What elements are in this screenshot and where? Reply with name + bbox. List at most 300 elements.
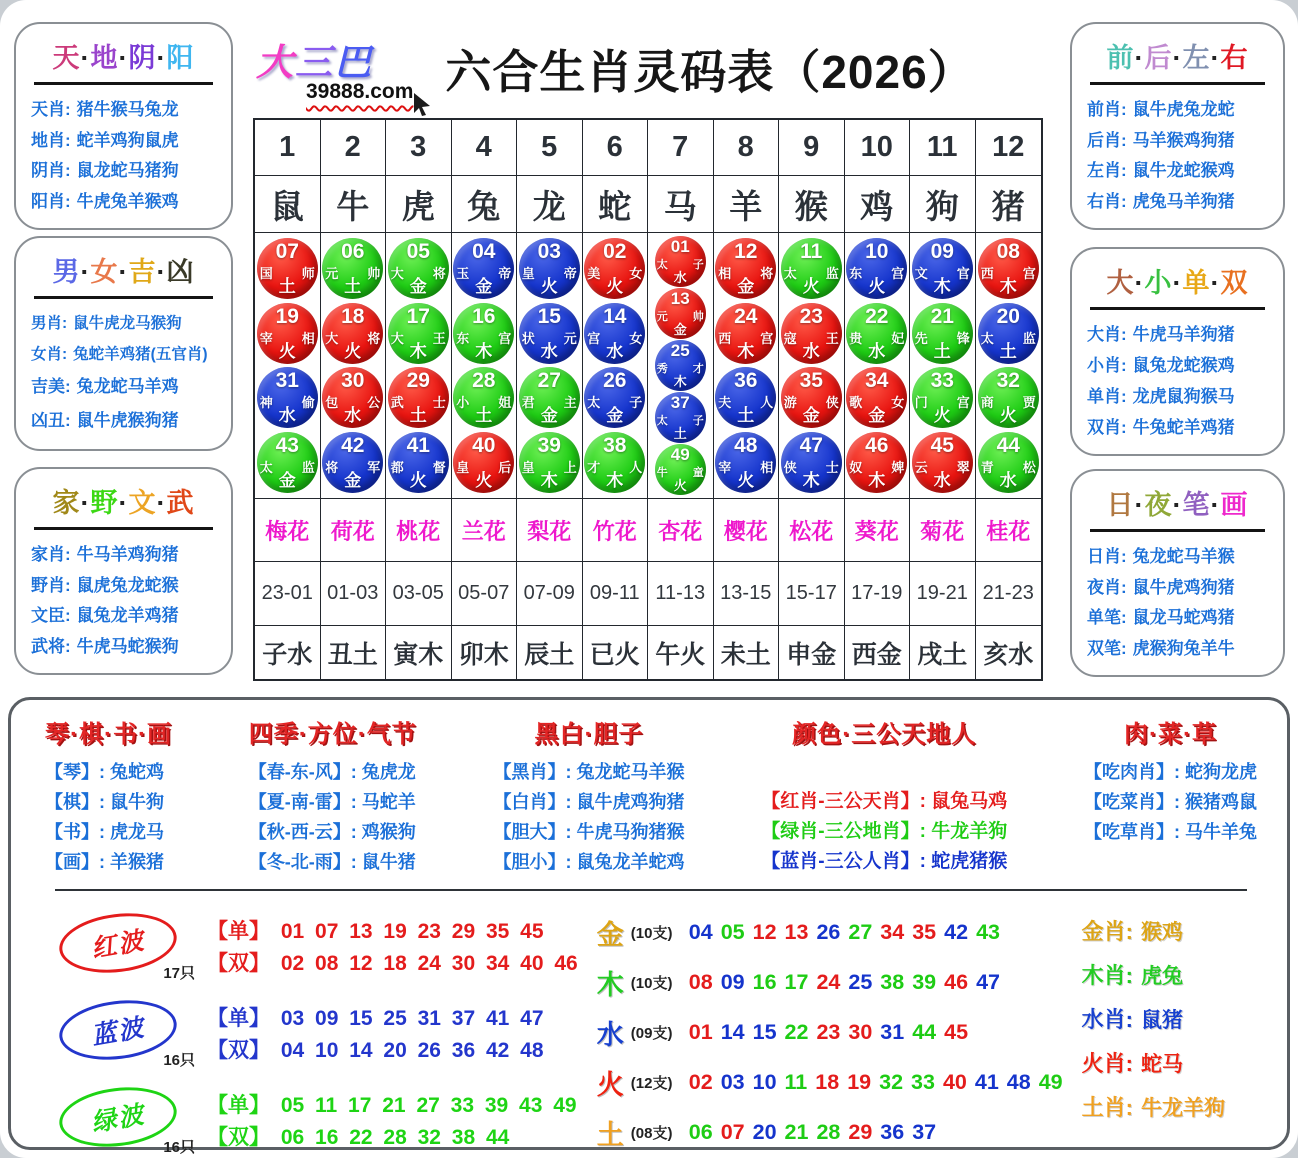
box-title-char: 武	[166, 488, 195, 518]
box-title-char: 阴	[128, 43, 157, 73]
ball-title-left: 青	[980, 459, 994, 475]
number-ball	[453, 367, 514, 428]
box-entry	[1087, 126, 1275, 151]
number-ball	[978, 432, 1039, 493]
box-entry-value: 牛虎马蛇猴狗	[76, 637, 179, 657]
wave-count: 17只	[163, 965, 195, 982]
box-entry-value: 鼠牛虎龙马猴狗	[73, 315, 182, 333]
ball-element: 水	[868, 341, 886, 361]
category-title: 黑白·胆子	[534, 721, 644, 748]
box-entry-value: 龙虎鼠狗猴马	[1132, 387, 1235, 406]
element-numbers	[689, 920, 1000, 945]
ball-element: 火	[540, 277, 558, 297]
box-title-char: 日	[1106, 490, 1135, 520]
ball-title-right: 相	[301, 330, 315, 346]
category-columns	[11, 700, 1287, 877]
zodiac-animal: 羊	[714, 176, 780, 233]
box-entry	[1087, 634, 1275, 659]
ball-title-left: 皇	[521, 266, 535, 282]
element-zodiac-value: 牛龙羊狗	[1140, 1097, 1225, 1120]
box-entry-label: 家肖:	[31, 544, 71, 564]
number-ball-column	[714, 233, 780, 499]
column-number: 8	[714, 120, 780, 176]
ball-title-right: 宫	[891, 266, 905, 282]
ball-title-right: 将	[367, 330, 381, 346]
ball-element: 木	[933, 277, 951, 297]
number-ball	[715, 367, 776, 428]
category-entry: 【胆小】: 鼠兔龙羊蛇鸡	[493, 852, 685, 872]
box-title-nan-nv-ji-xiong	[16, 250, 231, 289]
element-number: 16	[752, 970, 777, 994]
column-number: 3	[386, 120, 452, 176]
element-zodiac-label: 火肖:	[1081, 1051, 1133, 1076]
box-title-char: ·	[156, 488, 167, 518]
ball-title-right: 公	[367, 395, 381, 411]
ball-title-right: 宫	[956, 395, 970, 411]
box-title-char: ·	[1172, 490, 1183, 520]
number-ball	[519, 303, 580, 364]
number-ball	[519, 367, 580, 428]
box-title-char: ·	[1172, 268, 1183, 298]
ball-number: 02	[603, 240, 627, 264]
box-title-rule	[34, 296, 212, 299]
column-number: 11	[910, 120, 976, 176]
box-title-char: 凶	[166, 257, 195, 287]
box-entry	[31, 540, 223, 565]
category-entry: 【吃菜肖】: 猴猪鸡鼠	[1083, 792, 1257, 812]
ball-title-left: 皇	[456, 459, 470, 475]
box-entry	[1087, 573, 1275, 598]
ball-element: 土	[999, 341, 1017, 361]
ball-number: 13	[670, 289, 690, 308]
box-entry-value: 鼠牛龙蛇猴鸡	[1132, 161, 1235, 181]
box-title-char: 左	[1182, 43, 1211, 73]
box-title-char: 画	[1220, 490, 1249, 520]
box-title-char: ·	[1210, 43, 1221, 73]
ball-title-right: 子	[692, 415, 704, 427]
earthly-branch: 戌土	[910, 626, 976, 679]
column-number: 7	[648, 120, 714, 176]
ball-element: 木	[737, 341, 755, 361]
ball-element: 水	[540, 341, 558, 361]
wave-oval	[56, 1081, 180, 1153]
number-ball	[322, 303, 383, 364]
wave-oval	[56, 907, 180, 979]
wave-number-lines	[207, 1002, 544, 1064]
box-title-jia-ye-wen-wu	[16, 481, 231, 520]
box-entry-label: 日肖:	[1087, 546, 1127, 566]
time-range: 23-01	[255, 562, 321, 626]
box-entry-label: 前肖:	[1087, 99, 1127, 119]
earthly-branch: 辰土	[517, 626, 583, 679]
box-entry-value: 虎猴狗兔羊牛	[1132, 639, 1235, 659]
time-range: 13-15	[714, 562, 780, 626]
element-number: 21	[784, 1120, 809, 1144]
ball-title-left: 太	[587, 395, 601, 411]
zodiac-number-table	[253, 118, 1043, 681]
element-number: 38	[880, 970, 905, 994]
category-entries	[45, 757, 172, 877]
category-column	[45, 714, 172, 877]
element-zodiac-label: 木肖:	[1081, 963, 1133, 988]
wave-number-lines	[207, 915, 578, 977]
ball-number: 23	[799, 304, 823, 328]
ball-title-left: 君	[521, 395, 535, 411]
wave-name: 蓝波	[89, 1012, 148, 1051]
box-title-char: 大	[1106, 268, 1135, 298]
ball-title-right: 女	[629, 266, 643, 282]
box-entry	[31, 311, 223, 333]
ball-element: 木	[673, 374, 687, 389]
box-title-char: 女	[90, 257, 119, 287]
element-number: 18	[815, 1070, 840, 1094]
ball-number: 06	[341, 240, 365, 264]
box-entry	[1087, 156, 1275, 181]
number-ball	[655, 444, 706, 495]
wave-groups	[55, 909, 578, 1158]
ball-title-left: 玉	[456, 266, 470, 282]
number-ball	[322, 432, 383, 493]
number-ball-column	[779, 233, 845, 499]
ball-number: 16	[472, 304, 496, 328]
element-numbers	[689, 970, 1000, 995]
side-box-nan-nv-ji-xiong	[14, 236, 233, 451]
box-entry	[31, 342, 223, 364]
category-entry: 【书】: 虎龙马	[45, 822, 164, 842]
ball-number: 01	[670, 237, 690, 256]
element-row	[597, 963, 1063, 1002]
element-zodiac-row	[1082, 959, 1225, 990]
box-entry	[1087, 542, 1275, 567]
ball-element: 土	[475, 406, 493, 426]
time-range: 09-11	[583, 562, 649, 626]
element-zodiac-value: 鼠猪	[1140, 1009, 1183, 1032]
ball-title-right: 督	[432, 459, 446, 475]
ball-number: 47	[799, 433, 823, 457]
time-range: 01-03	[321, 562, 387, 626]
ball-element: 金	[475, 277, 493, 297]
category-entry: 【夏-南-雷】: 马蛇羊	[248, 792, 416, 812]
element-number: 07	[720, 1120, 745, 1144]
ball-number: 38	[603, 433, 627, 457]
box-title-qian-hou-zuo-you	[1072, 36, 1283, 75]
ball-title-right: 军	[367, 459, 381, 475]
number-ball	[322, 367, 383, 428]
category-entry: 【秋-西-云】: 鸡猴狗	[248, 822, 416, 842]
element-number: 23	[816, 1020, 841, 1044]
category-entry: 【胆大】: 牛虎马狗猪猴	[493, 822, 685, 842]
ball-number: 03	[537, 240, 561, 264]
wave-badge	[55, 1083, 207, 1157]
flower-label: 兰花	[452, 499, 518, 562]
ball-title-right: 人	[629, 459, 643, 475]
element-zodiac-row	[1082, 1091, 1225, 1122]
box-title-char: ·	[1134, 268, 1145, 298]
ball-title-left: 寇	[783, 330, 797, 346]
box-title-char: 单	[1182, 268, 1211, 298]
ball-title-right: 士	[432, 395, 446, 411]
box-entry-label: 天肖:	[31, 99, 71, 119]
box-title-char: ·	[80, 43, 91, 73]
ball-number: 25	[670, 341, 690, 360]
category-entry: 【琴】: 兔蛇鸡	[45, 762, 164, 782]
box-title-char: ·	[118, 257, 129, 287]
number-ball	[453, 432, 514, 493]
flower-label: 梨花	[517, 499, 583, 562]
box-entries	[1072, 87, 1283, 228]
ball-title-left: 元	[325, 266, 339, 282]
box-title-rule	[34, 82, 212, 85]
ball-number: 34	[865, 369, 889, 393]
flower-label: 樱花	[714, 499, 780, 562]
column-number: 9	[779, 120, 845, 176]
cursor-icon	[412, 92, 434, 116]
ball-title-left: 秀	[656, 363, 668, 375]
element-zodiac-label: 金肖:	[1081, 919, 1133, 944]
ball-number: 48	[734, 433, 758, 457]
box-title-char: 小	[1144, 268, 1173, 298]
box-title-tian-di-yin-yang	[16, 36, 231, 75]
ball-element: 木	[409, 341, 427, 361]
wave-element-section	[11, 891, 1287, 1158]
box-entry-value: 鼠牛虎兔龙蛇	[1132, 99, 1235, 119]
element-number: 37	[912, 1120, 937, 1144]
element-number: 02	[688, 1070, 713, 1094]
ball-number: 21	[930, 304, 954, 328]
box-entry-label: 文臣:	[31, 606, 71, 626]
ball-title-left: 包	[325, 395, 339, 411]
element-count: (09支)	[630, 1025, 673, 1042]
element-name: 水	[596, 1020, 624, 1050]
element-number: 01	[688, 1020, 713, 1044]
box-title-char: ·	[118, 488, 129, 518]
wave-even-numbers: 【双】 02 08 12 18 24 30 34 40 46	[207, 952, 578, 975]
box-title-char: 天	[52, 43, 81, 73]
box-title-char: 笔	[1182, 490, 1211, 520]
ball-number: 29	[406, 369, 430, 393]
ball-number: 36	[734, 369, 758, 393]
ball-title-left: 太	[980, 330, 994, 346]
ball-title-left: 奴	[849, 459, 863, 475]
box-entry-label: 左肖:	[1087, 161, 1127, 181]
category-entry: 【黑肖】: 兔龙蛇马羊猴	[493, 762, 685, 782]
ball-element: 木	[540, 470, 558, 490]
box-entry-label: 双笔:	[1087, 639, 1127, 659]
element-number: 30	[848, 1020, 873, 1044]
box-entries	[1072, 312, 1283, 454]
element-number: 13	[784, 920, 809, 944]
ball-title-left: 东	[849, 266, 863, 282]
number-ball	[781, 432, 842, 493]
box-title-ri-ye-bi-hua	[1072, 483, 1283, 522]
box-entry-label: 右肖:	[1087, 192, 1127, 212]
category-entries	[761, 787, 1007, 877]
box-title-char: ·	[156, 43, 167, 73]
ball-title-right: 监	[825, 266, 839, 282]
time-range: 05-07	[452, 562, 518, 626]
category-title: 肉·菜·草	[1123, 721, 1217, 748]
number-ball-column	[255, 233, 321, 499]
time-range: 15-17	[779, 562, 845, 626]
element-count: (10支)	[630, 925, 673, 942]
box-entry-label: 单肖:	[1087, 387, 1127, 406]
site-url[interactable]: 39888.com	[306, 80, 414, 103]
number-ball-column	[583, 233, 649, 499]
ball-element: 金	[606, 406, 624, 426]
ball-number: 15	[537, 304, 561, 328]
box-entry	[1087, 95, 1275, 120]
ball-number: 41	[406, 433, 430, 457]
element-zodiac-lists	[1082, 909, 1251, 1158]
side-box-qian-hou-zuo-you	[1070, 22, 1285, 230]
ball-title-right: 监	[1022, 330, 1036, 346]
element-number: 12	[752, 920, 777, 944]
ball-element: 土	[673, 426, 687, 441]
number-ball	[584, 367, 645, 428]
time-range: 17-19	[845, 562, 911, 626]
category-column	[249, 714, 417, 877]
ball-element: 水	[933, 470, 951, 490]
ball-title-right: 主	[563, 395, 577, 411]
time-range: 07-09	[517, 562, 583, 626]
wave-row	[55, 1083, 578, 1157]
number-ball	[781, 238, 842, 299]
element-row	[597, 1013, 1063, 1052]
category-entry: 【吃肉肖】: 蛇狗龙虎	[1083, 762, 1257, 782]
ball-element: 火	[278, 341, 296, 361]
column-number: 5	[517, 120, 583, 176]
element-numbers	[689, 1070, 1063, 1095]
logo-char: 巴	[334, 42, 373, 83]
element-number: 34	[880, 920, 905, 944]
ball-number: 09	[930, 240, 954, 264]
number-ball	[655, 288, 706, 339]
number-ball	[322, 238, 383, 299]
category-entries	[494, 757, 685, 877]
ball-number: 30	[341, 369, 365, 393]
ball-number: 27	[537, 369, 561, 393]
number-ball	[519, 238, 580, 299]
ball-title-right: 宫	[498, 330, 512, 346]
flower-label: 松花	[779, 499, 845, 562]
box-entry-value: 鼠牛虎猴狗猪	[76, 410, 179, 430]
element-number: 25	[848, 970, 873, 994]
ball-title-right: 监	[301, 459, 315, 475]
category-entry: 【绿肖-三公地肖】: 牛龙羊狗	[761, 821, 1008, 842]
box-entry-label: 阳肖:	[31, 192, 71, 212]
box-title-char: ·	[118, 43, 129, 73]
element-number: 24	[816, 970, 841, 994]
ball-number: 19	[275, 304, 299, 328]
element-name: 土	[596, 1120, 624, 1150]
ball-number: 07	[275, 240, 299, 264]
element-number: 39	[912, 970, 937, 994]
box-title-char: 阳	[166, 43, 195, 73]
box-entry	[31, 95, 223, 120]
number-ball	[584, 303, 645, 364]
ball-title-right: 帝	[563, 266, 577, 282]
number-ball	[978, 367, 1039, 428]
box-title-char: ·	[1210, 490, 1221, 520]
zodiac-animal: 鼠	[255, 176, 321, 233]
element-zodiac-label: 水肖:	[1081, 1007, 1133, 1032]
element-number: 47	[976, 970, 1000, 994]
element-row	[597, 1113, 1063, 1152]
flower-label: 桃花	[386, 499, 452, 562]
box-entry	[31, 632, 223, 657]
ball-title-right: 宫	[760, 330, 774, 346]
earthly-branch: 申金	[779, 626, 845, 679]
ball-title-left: 状	[521, 330, 535, 346]
side-box-jia-ye-wen-wu	[14, 467, 233, 675]
ball-title-left: 皇	[521, 459, 535, 475]
number-ball	[655, 236, 706, 287]
number-ball	[584, 238, 645, 299]
box-title-char: 后	[1144, 43, 1173, 73]
ball-title-left: 歌	[849, 395, 863, 411]
box-entry-label: 后肖:	[1087, 130, 1127, 150]
ball-title-left: 大	[390, 266, 404, 282]
box-entry-value: 牛虎兔羊猴鸡	[76, 192, 179, 212]
flower-label: 梅花	[255, 499, 321, 562]
number-ball	[388, 303, 449, 364]
ball-element: 木	[606, 470, 624, 490]
ball-element: 火	[344, 341, 362, 361]
box-title-char: 右	[1220, 43, 1249, 73]
number-ball	[388, 367, 449, 428]
ball-element: 水	[278, 406, 296, 426]
flower-label: 葵花	[845, 499, 911, 562]
box-title-char: ·	[1134, 43, 1145, 73]
time-range: 03-05	[386, 562, 452, 626]
time-range: 19-21	[910, 562, 976, 626]
box-entry-value: 牛兔蛇羊鸡猪	[1132, 418, 1235, 437]
element-number-lists	[597, 909, 1063, 1158]
earthly-branch: 子水	[255, 626, 321, 679]
number-ball	[912, 367, 973, 428]
zodiac-animal: 龙	[517, 176, 583, 233]
ball-element: 金	[540, 406, 558, 426]
column-number: 10	[845, 120, 911, 176]
ball-title-right: 女	[629, 330, 643, 346]
ball-title-right: 翠	[956, 459, 970, 475]
element-zodiac-label: 土肖:	[1081, 1095, 1133, 1120]
box-entry-label: 双肖:	[1087, 418, 1127, 437]
ball-title-left: 大	[325, 330, 339, 346]
ball-number: 11	[800, 240, 823, 264]
ball-number: 49	[670, 445, 690, 464]
ball-title-right: 帝	[498, 266, 512, 282]
ball-title-left: 宰	[718, 459, 732, 475]
ball-title-right: 元	[563, 330, 577, 346]
box-entry-label: 小肖:	[1087, 356, 1127, 375]
element-name: 金	[596, 920, 624, 950]
ball-title-left: 太	[656, 259, 668, 271]
element-number: 20	[752, 1120, 777, 1144]
ball-title-right: 士	[825, 459, 839, 475]
ball-title-right: 女	[891, 395, 905, 411]
zodiac-animal: 蛇	[583, 176, 649, 233]
zodiac-animal: 兔	[452, 176, 518, 233]
box-title-char: 家	[52, 488, 81, 518]
side-box-da-xiao-dan-shuang	[1070, 247, 1285, 456]
element-name: 火	[596, 1070, 624, 1100]
ball-number: 33	[930, 369, 954, 393]
ball-title-left: 太	[783, 266, 797, 282]
box-entry	[31, 601, 223, 626]
box-entry	[1087, 382, 1275, 407]
ball-number: 43	[275, 433, 299, 457]
